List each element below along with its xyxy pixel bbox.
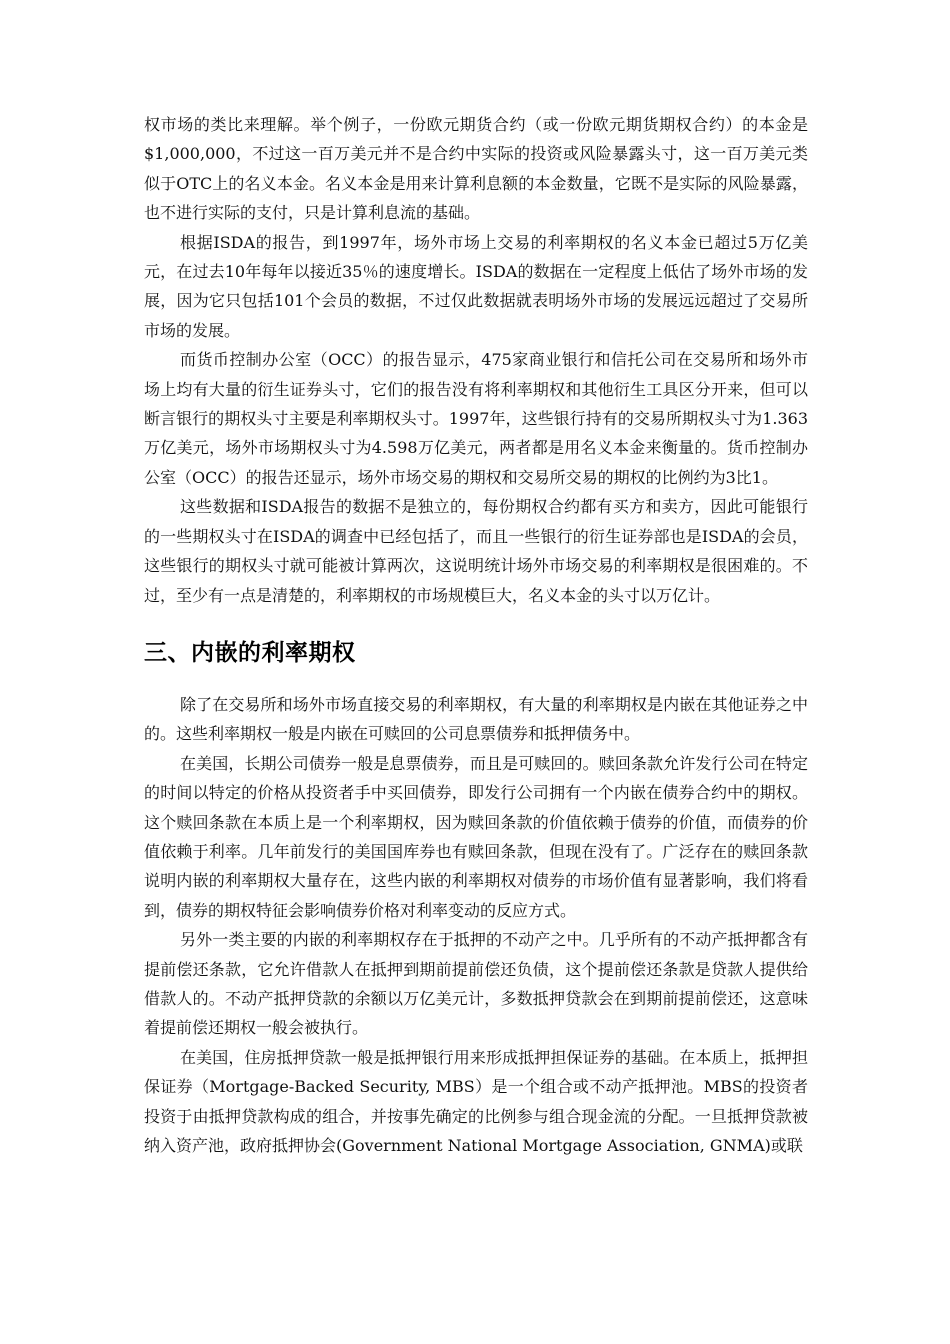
- paragraph-data-independence: 这些数据和ISDA报告的数据不是独立的，每份期权合约都有买方和卖方，因此可能银行的一些期权头寸在ISDA的调查中已经包括了，而且一些银行的衍生证券部也是ISDA的会员，这些银行的期权头寸就可能被计算两次，这说明统计场外市场交易的利率期权是很困难的。不过，至少有一点是清楚的，利率期权的市场规模巨大，名义本金的头寸以万亿计。: [144, 497, 808, 605]
- paragraph-mbs: 在美国，住房抵押贷款一般是抵押银行用来形成抵押担保证券的基础。在本质上，抵押担保证券（Mortgage-Backed Security, MBS）是一个组合或不动产抵押池。MBS的投资者投资于由抵押贷款构成的组合，并按事先确定的比例参与组合现金流的分配。一旦抵押贷款被纳入资产池，政府抵押协会(Government National Mortgage Association, GNMA)或联: [144, 1047, 808, 1155]
- paragraph-occ-report: 而货币控制办公室（OCC）的报告显示，475家商业银行和信托公司在交易所和场外市场上均有大量的衍生证券头寸，它们的报告没有将利率期权和其他衍生工具区分开来，但可以断言银行的期权头寸主要是利率期权头寸。1997年，这些银行持有的交易所期权头寸为1.363万亿美元，场外市场期权头寸为4.598万亿美元，两者都是用名义本金来衡量的。货币控制办公室（OCC）的报告还显示，场外市场交易的期权和交易所交易的期权的比例约为3比1。: [144, 350, 808, 487]
- paragraph-isda-report: 根据ISDA的报告，到1997年，场外市场上交易的利率期权的名义本金已超过5万亿美元，在过去10年每年以接近35％的速度增长。ISDA的数据在一定程度上低估了场外市场的发展，因为它只包括101个会员的数据，不过仅此数据就表明场外市场的发展远远超过了交易所市场的发展。: [144, 232, 808, 340]
- paragraph-callable-bonds: 在美国，长期公司债券一般是息票债券，而且是可赎回的。赎回条款允许发行公司在特定的时间以特定的价格从投资者手中买回债券，即发行公司拥有一个内嵌在债券合约中的期权。这个赎回条款在本质上是一个利率期权，因为赎回条款的价值依赖于债券的价值，而债券的价值依赖于利率。几年前发行的美国国库券也有赎回条款，但现在没有了。广泛存在的赎回条款说明内嵌的利率期权大量存在，这些内嵌的利率期权对债券的市场价值有显著影响，我们将看到，债券的期权特征会影响债券价格对利率变动的反应方式。: [144, 753, 808, 920]
- paragraph-embedded-intro: 除了在交易所和场外市场直接交易的利率期权，有大量的利率期权是内嵌在其他证券之中的。这些利率期权一般是内嵌在可赎回的公司息票债券和抵押债务中。: [144, 694, 808, 744]
- document-page: [144, 110, 808, 1160]
- section-heading: 三、内嵌的利率期权: [144, 639, 356, 666]
- paragraph-mortgage-prepayment: 另外一类主要的内嵌的利率期权存在于抵押的不动产之中。几乎所有的不动产抵押都含有提前偿还条款，它允许借款人在抵押到期前提前偿还负债，这个提前偿还条款是贷款人提供给借款人的。不动产抵押贷款的余额以万亿美元计，多数抵押贷款会在到期前提前偿还，这意味着提前偿还期权一般会被执行。: [144, 930, 808, 1038]
- paragraph-continuation: 权市场的类比来理解。举个例子，一份欧元期货合约（或一份欧元期货期权合约）的本金是$1,000,000，不过这一百万美元并不是合约中实际的投资或风险暴露头寸，这一百万美元类似于OTC上的名义本金。名义本金是用来计算利息额的本金数量，它既不是实际的风险暴露，也不进行实际的支付，只是计算利息流的基础。: [144, 115, 808, 223]
